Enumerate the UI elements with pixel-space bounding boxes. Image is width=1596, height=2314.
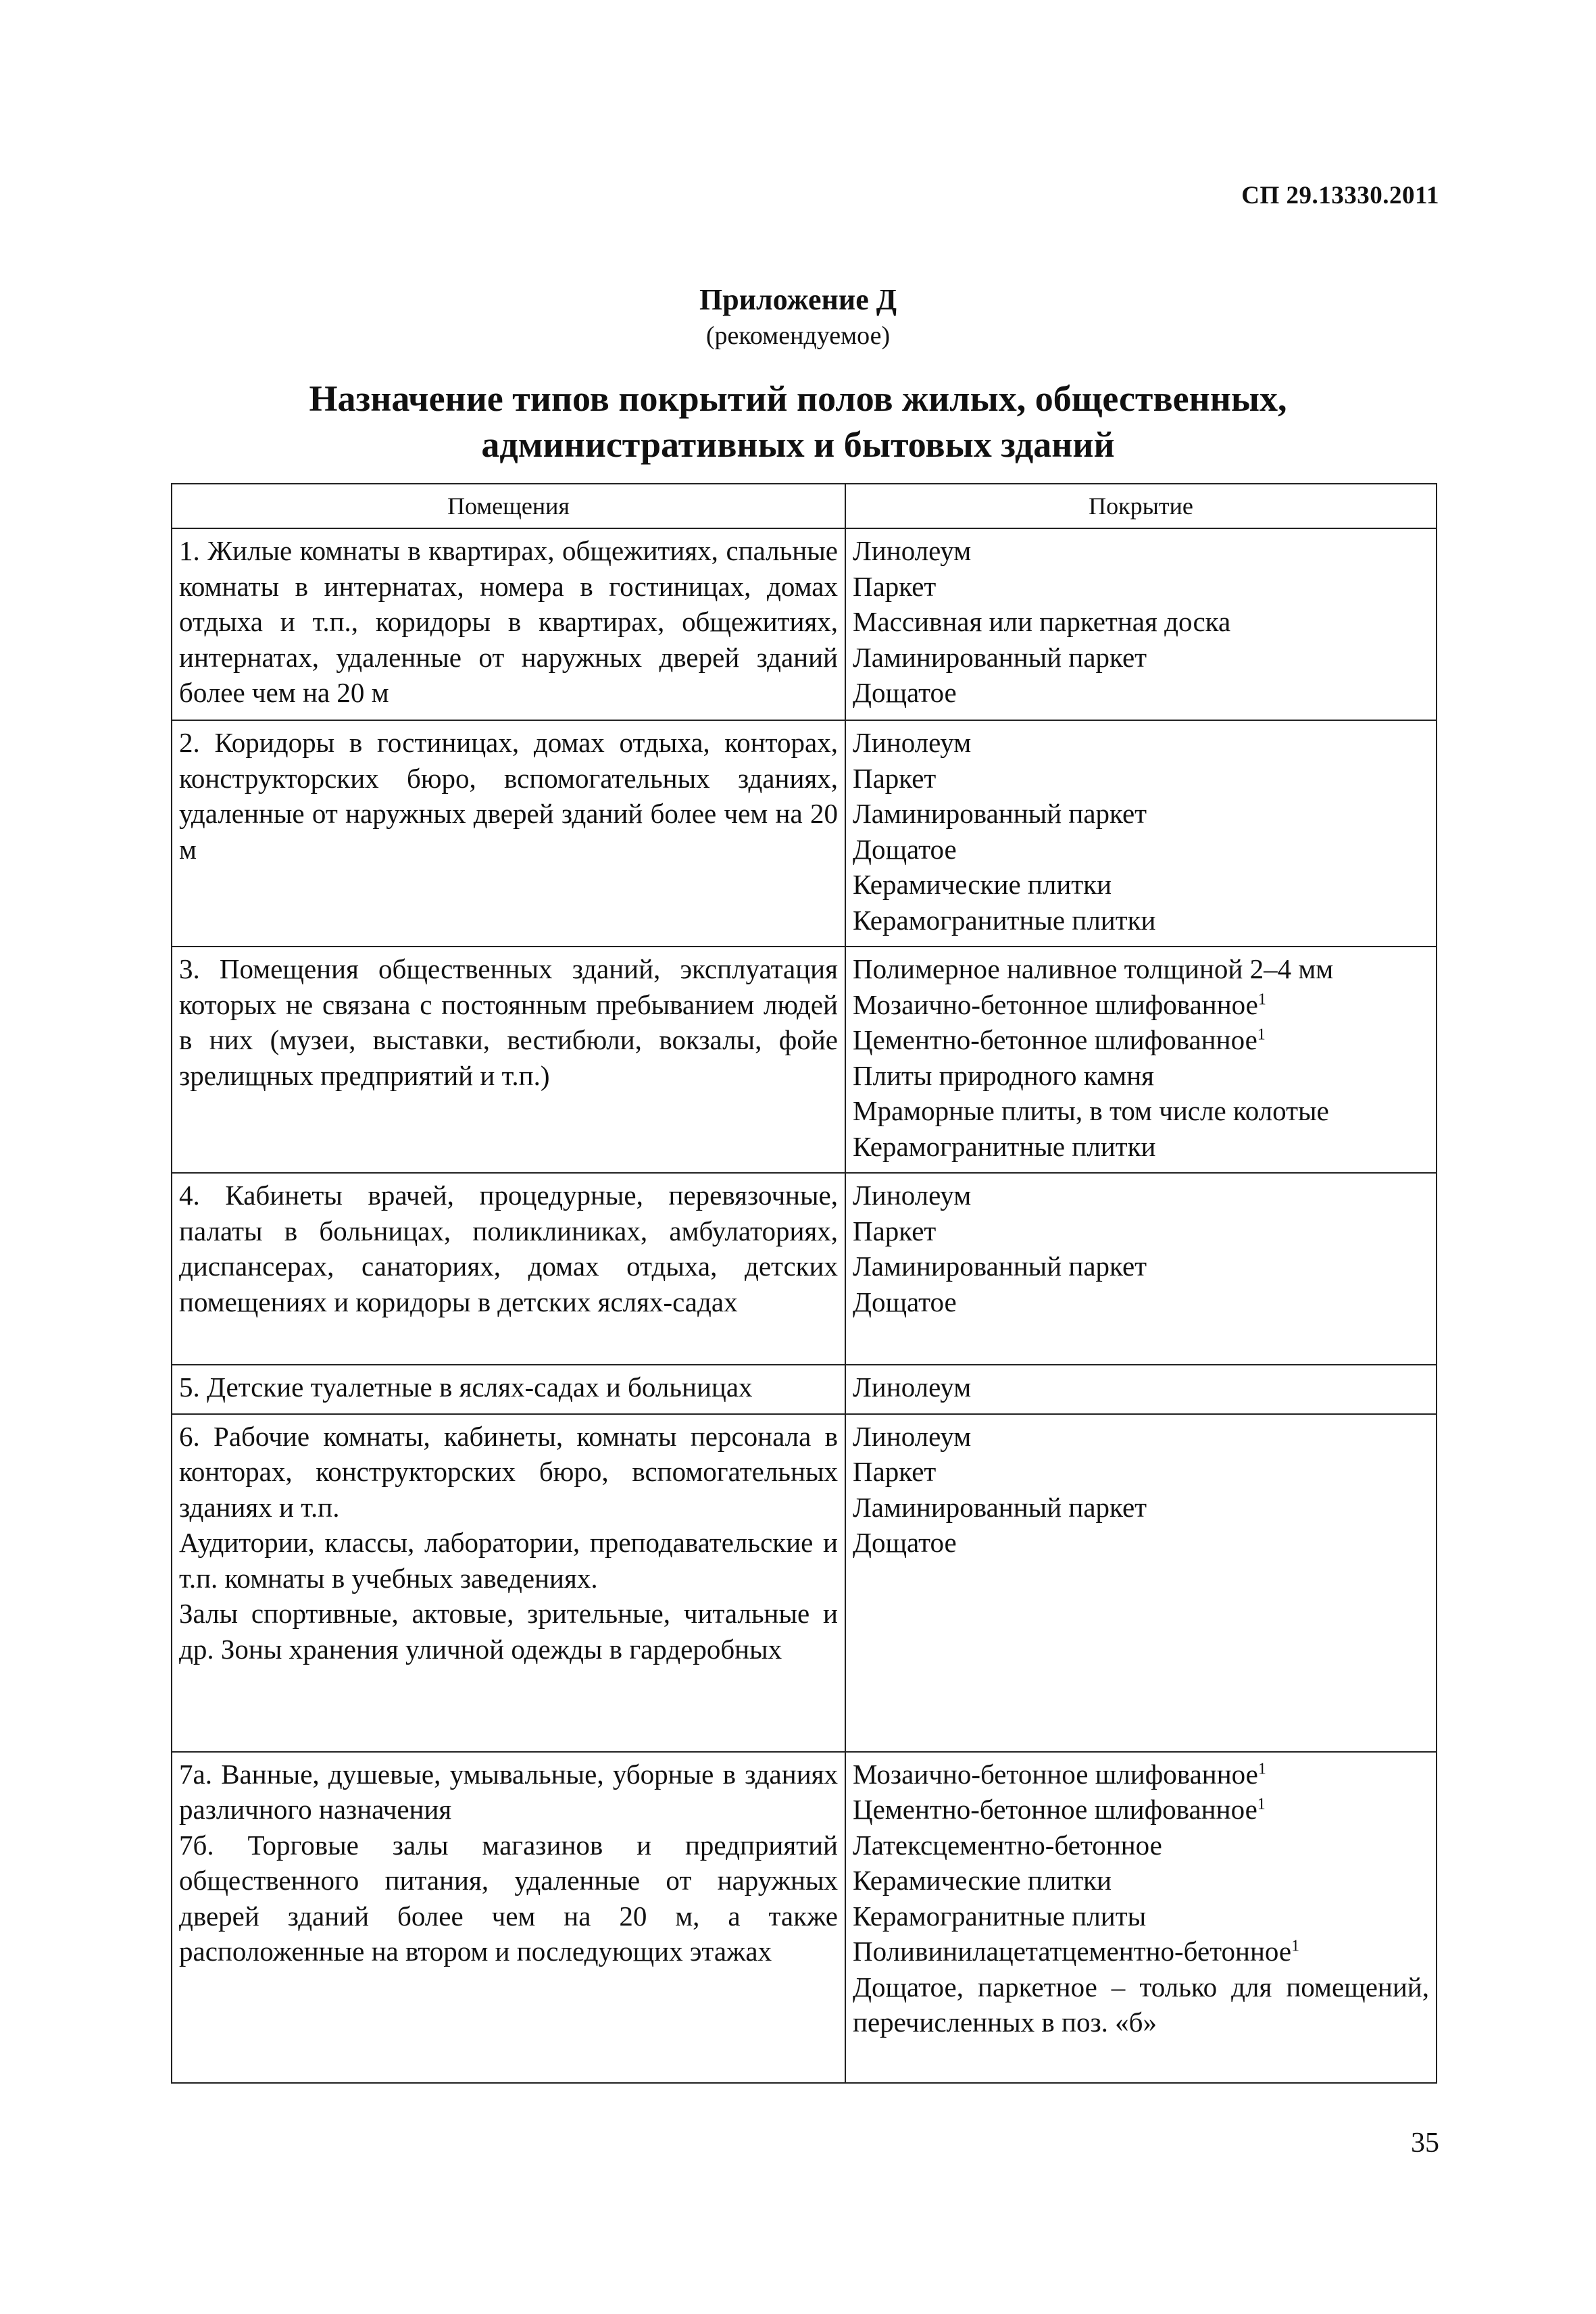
cover-cell <box>845 528 1437 720</box>
cover-item: Дощатое <box>853 677 957 708</box>
cover-item: Линолеум <box>853 727 972 758</box>
room-text: 3. Помещения общественных зданий, эксплуатация которых не связана с постоянным пребыванием людей в них (музеи, выставки, вестибюли, вокзалы, фойе зрелищных предприятий и т.п.) <box>179 953 838 1091</box>
room-cell <box>172 528 845 720</box>
room-cell <box>172 1414 845 1752</box>
room-text: Залы спортивные, актовые, зрительные, читальные и др. Зоны хранения уличной одежды в гардеробных <box>179 1598 838 1665</box>
footnote-mark: 1 <box>1257 990 1266 1008</box>
cover-cell <box>845 947 1437 1173</box>
cover-item: Керамические плитки <box>853 1865 1112 1896</box>
room-text: 2. Коридоры в гостиницах, домах отдыха, конторах, конструкторских бюро, вспомогательных зданиях, удаленные от наружных дверей зданий более чем на 20 м <box>179 727 838 865</box>
room-text: 5. Детские туалетные в яслях-садах и больницах <box>179 1372 753 1403</box>
table-header-row <box>172 484 1437 528</box>
table-row <box>172 1752 1437 2083</box>
cover-item: Линолеум <box>853 1420 972 1452</box>
table-row <box>172 528 1437 720</box>
room-text: 7б. Торговые залы магазинов и предприятий общественного питания, удаленные от наружных дверей зданий более чем на 20 м, а также расположенные на втором и последующих этажах <box>179 1829 838 1967</box>
room-text: 7а. Ванные, душевые, умывальные, уборные в зданиях различного назначения <box>179 1758 838 1825</box>
room-text: Аудитории, классы, лаборатории, преподавательские и т.п. комнаты в учебных заведениях. <box>179 1527 838 1594</box>
room-text: 6. Рабочие комнаты, кабинеты, комнаты персонала в конторах, конструкторских бюро, вспомогательных зданиях и т.п. <box>179 1420 838 1523</box>
cover-item: Ламинированный паркет <box>853 1491 1147 1523</box>
column-header-rooms: Помещения <box>172 484 845 528</box>
table-row <box>172 720 1437 947</box>
cover-item: Ламинированный паркет <box>853 1251 1147 1282</box>
table-row <box>172 1365 1437 1414</box>
footnote-mark: 1 <box>1257 1759 1266 1778</box>
cover-item: Керамогранитные плиты <box>853 1900 1147 1932</box>
room-text: 4. Кабинеты врачей, процедурные, перевязочные, палаты в больницах, поликлиниках, амбулаториях, диспансерах, санаториях, домах отдыха, детских помещениях и коридоры в детских яслях-садах <box>179 1180 838 1317</box>
room-text: 1. Жилые комнаты в квартирах, общежитиях, спальные комнаты в интернатах, номера в гостиницах, домах отдыха и т.п., коридоры в квартирах, общежитиях, интернатах, удаленные от наружных дверей зданий более чем на 20 м <box>179 535 838 708</box>
appendix-subtitle: (рекомендуемое) <box>705 322 891 350</box>
cover-item-with-footnote <box>853 1022 1429 1058</box>
page-number: 35 <box>1411 2128 1439 2159</box>
cover-item-with-footnote <box>853 1934 1429 1969</box>
cover-item: Плиты природного камня <box>853 1059 1155 1091</box>
cover-item-text: Поливинилацетатцементно-бетонное <box>853 1936 1292 1967</box>
cover-cell <box>845 720 1437 947</box>
room-cell <box>172 1173 845 1365</box>
room-cell <box>172 1365 845 1414</box>
cover-item: Керамогранитные плитки <box>853 904 1156 936</box>
table-heading-line-2: административных и бытовых зданий <box>481 424 1115 465</box>
cover-item: Мраморные плиты, в том числе колотые <box>853 1095 1329 1126</box>
room-cell <box>172 720 845 947</box>
cover-item-with-footnote <box>853 1792 1429 1828</box>
cover-item-text: Мозаично-бетонное шлифованное <box>853 988 1258 1020</box>
table-heading <box>0 376 1596 468</box>
floor-covering-table <box>171 483 1437 2084</box>
cover-item: Паркет <box>853 762 937 794</box>
cover-item-text: Цементно-бетонное шлифованное <box>853 1794 1257 1825</box>
cover-item: Линолеум <box>853 1180 972 1211</box>
cover-item-text: Цементно-бетонное шлифованное <box>853 1024 1257 1055</box>
cover-item: Массивная или паркетная доска <box>853 606 1231 637</box>
cover-item: Латексцементно-бетонное <box>853 1829 1162 1861</box>
cover-item: Линолеум <box>853 1372 972 1403</box>
cover-item: Паркет <box>853 570 937 602</box>
cover-cell <box>845 1752 1437 2083</box>
cover-cell <box>845 1365 1437 1414</box>
cover-item: Дощатое, паркетное – только для помещений, перечисленных в поз. «б» <box>853 1971 1429 2038</box>
cover-item-text: Мозаично-бетонное шлифованное <box>853 1758 1258 1790</box>
appendix-title: Приложение Д <box>699 283 897 316</box>
cover-item: Линолеум <box>853 535 972 566</box>
table-heading-line-1: Назначение типов покрытий полов жилых, общественных, <box>309 378 1287 419</box>
cover-item: Ламинированный паркет <box>853 798 1147 829</box>
cover-item: Полимерное наливное толщиной 2–4 мм <box>853 953 1334 984</box>
cover-item: Керамогранитные плитки <box>853 1130 1156 1162</box>
column-header-cover: Покрытие <box>845 484 1437 528</box>
document-code: СП 29.13330.2011 <box>1241 182 1439 209</box>
cover-item: Керамические плитки <box>853 869 1112 900</box>
footnote-mark: 1 <box>1291 1937 1300 1955</box>
footnote-mark: 1 <box>1257 1026 1266 1044</box>
cover-item: Ламинированный паркет <box>853 641 1147 673</box>
room-cell <box>172 947 845 1173</box>
cover-cell <box>845 1173 1437 1365</box>
table-row <box>172 1414 1437 1752</box>
cover-item-with-footnote <box>853 987 1429 1023</box>
cover-item: Дощатое <box>853 1527 957 1558</box>
cover-item: Дощатое <box>853 833 957 865</box>
cover-item: Паркет <box>853 1456 937 1487</box>
footnote-mark: 1 <box>1257 1795 1266 1813</box>
cover-item: Паркет <box>853 1215 937 1247</box>
cover-item-with-footnote <box>853 1757 1429 1792</box>
room-cell <box>172 1752 845 2083</box>
table-row <box>172 947 1437 1173</box>
table-row <box>172 1173 1437 1365</box>
cover-cell <box>845 1414 1437 1752</box>
cover-item: Дощатое <box>853 1286 957 1317</box>
